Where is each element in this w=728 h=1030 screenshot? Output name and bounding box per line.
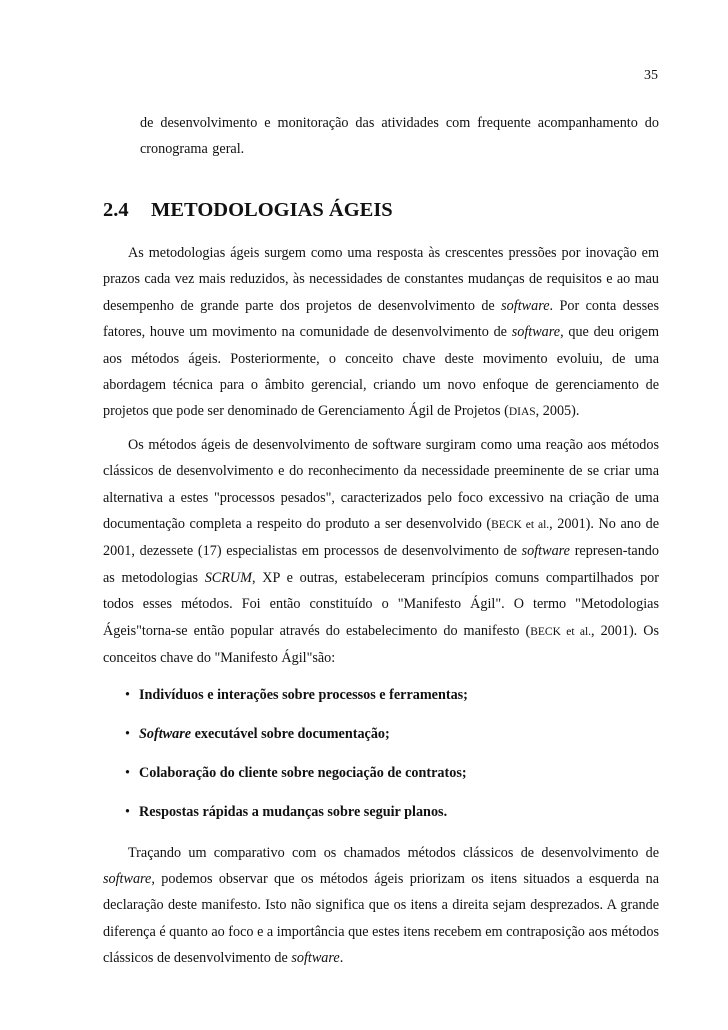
citation: BECK et al. bbox=[530, 625, 592, 638]
citation: DIAS bbox=[508, 406, 536, 419]
bullet-icon: • bbox=[125, 686, 130, 703]
section-heading bbox=[103, 196, 659, 224]
manifesto-values-list bbox=[103, 684, 659, 823]
citation: BECK et al. bbox=[491, 519, 550, 532]
list-item: • Colaboração do cliente sobre negociação de contratos; bbox=[103, 762, 659, 784]
paragraph-agile-manifesto: Os métodos ágeis de desenvolvimento de software surgiram como uma reação aos métodos clássicos de desenvolvimento e do reconhecimento da necessidade preeminente de se criar uma alternativa a estes "processos pesados", caracterizados pelo foco excessivo na criação de uma documentação completa a respeito do produto a ser desenvolvido (BECK et al., 2001). No ano de 2001, dezessete (17) especialistas em processos de desenvolvimento de software represen-tando as metodologias SCRUM, XP e outras, estabeleceram princípios comuns compartilhados por todos esses métodos. Foi então constituído o "Manifesto Ágil". O termo "Metodologias Ágeis"torna-se então popular através do estabelecimento do manifesto (BECK et al., 2001). Os conceitos chave do "Manifesto Ágil"são: bbox=[103, 436, 659, 667]
page-content bbox=[103, 110, 659, 978]
list-item: • Indivíduos e interações sobre processos e ferramentas; bbox=[103, 684, 659, 706]
paragraph-agile-intro: As metodologias ágeis surgem como uma resposta às crescentes pressões por inovação em prazos cada vez mais reduzidos, às necessidades de constantes mudanças de requisitos e ao mau desempenho de grande parte dos projetos de desenvolvimento de software. Por conta desses fatores, houve um movimento na comunidade de desenvolvimento de software, que deu origem aos métodos ágeis. Posteriormente, o conceito chave deste movimento evoluiu, de uma abordagem técnica para o âmbito gerencial, criando um novo enfoque de gerenciamento de projetos que pode ser denominado de Gerenciamento Ágil de Projetos (DIAS, 2005). bbox=[103, 245, 660, 420]
continuation-paragraph: de desenvolvimento e monitoração das atividades com frequente acompanhamento do cronograma geral. bbox=[140, 115, 659, 157]
paragraph-comparison: Traçando um comparativo com os chamados métodos clássicos de desenvolvimento de software, podemos observar que os métodos ágeis priorizam os itens situados a esquerda na declaração deste manifesto. Isto não significa que os itens a direita sejam desprezados. A grande diferença é quanto ao foco e a importância que estes itens recebem em contraposição aos métodos clássicos de desenvolvimento de software. bbox=[103, 844, 659, 967]
list-item: • Software executável sobre documentação; bbox=[103, 723, 659, 745]
bullet-icon: • bbox=[125, 725, 130, 742]
bullet-icon: • bbox=[125, 803, 130, 820]
bullet-icon: • bbox=[125, 764, 130, 781]
list-item: • Respostas rápidas a mudanças sobre seguir planos. bbox=[103, 801, 659, 823]
section-number: 2.4 bbox=[103, 199, 129, 221]
page-number: 35 bbox=[644, 68, 658, 83]
section-title: METODOLOGIAS ÁGEIS bbox=[151, 199, 393, 221]
